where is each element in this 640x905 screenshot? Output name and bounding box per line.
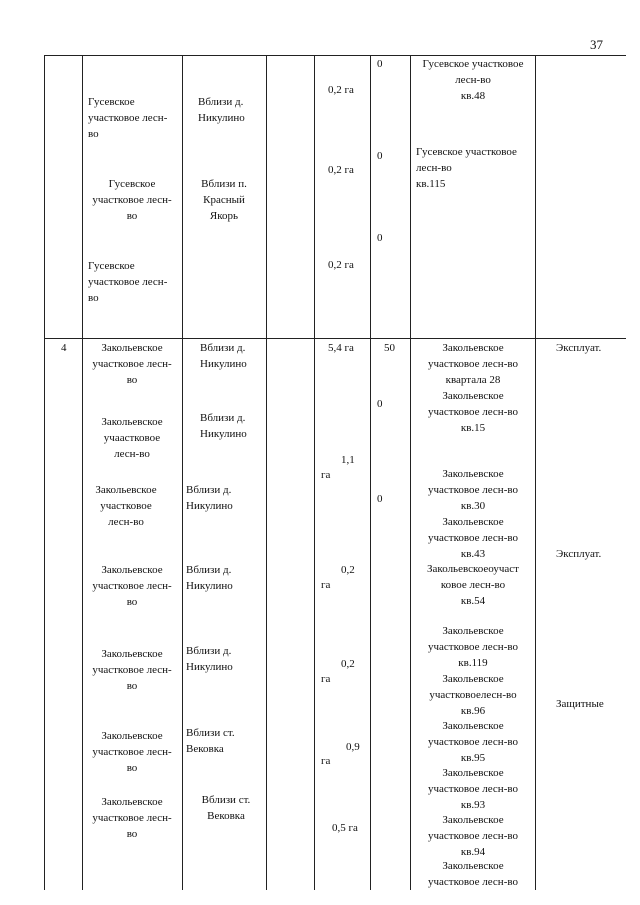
quarter-cell: Закольевскоеоучаст ковое лесн-во кв.54: [427, 563, 519, 607]
location: Вблизи д. Никулино: [198, 96, 245, 124]
quarter-cell: Закольевское участковое лесн-во кв.94: [428, 814, 518, 858]
section-divider: [44, 338, 626, 339]
column-line: [314, 56, 315, 890]
area-unit: га: [321, 755, 331, 767]
column-line: [82, 56, 83, 890]
count-value: 0: [377, 493, 383, 505]
note-cell: Эксплуат.: [556, 548, 602, 560]
district-name: Закольевское учаастковое лесн-во: [101, 416, 163, 460]
note-cell: Эксплуат.: [556, 342, 602, 354]
quarter-cell: Закольевское участковое лесн-во: [428, 860, 518, 888]
district-name: Закольевское участковое лесн- во: [92, 342, 172, 386]
quarter-cell: Закольевское участковое лесн-во кв.95: [428, 720, 518, 764]
area-unit: га: [321, 469, 331, 481]
location: Вблизи д. Никулино: [186, 564, 233, 592]
area: 0,2 га: [328, 84, 354, 96]
location: Вблизи д. Никулино: [200, 342, 247, 370]
quarter-cell: Закольевское участковое лесн-во кв.93: [428, 767, 518, 811]
quarter-cell: Закольевское участковое лесн-во кв.119: [428, 625, 518, 669]
location: Вблизи ст. Вековка: [201, 794, 251, 822]
district-name: Гусевское участковое лесн- во: [88, 96, 168, 140]
area-value: 0,9: [346, 741, 360, 753]
count-value: 0: [377, 58, 383, 70]
area: 5,4 га: [328, 342, 354, 354]
quarter-cell: Закольевское участковое лесн-во квартала 28: [428, 342, 518, 386]
count-value: 0: [377, 232, 383, 244]
area-unit: га: [321, 673, 331, 685]
column-line: [266, 56, 267, 890]
quarter-cell: Гусевское участковое лесн-во кв.48: [422, 58, 524, 102]
count-value: 50: [384, 342, 395, 354]
column-line: [182, 56, 183, 890]
row-number: 4: [61, 342, 67, 354]
location: Вблизи д. Никулино: [186, 484, 233, 512]
count-value: 0: [377, 150, 383, 162]
location: Вблизи д. Никулино: [186, 645, 233, 673]
district-name: Гусевское участковое лесн- во: [88, 260, 168, 304]
district-name: Закольевское участковое лесн- во: [92, 564, 172, 608]
location: Вблизи п. Красный Якорь: [201, 178, 247, 222]
district-name: Закольевское участковое лесн- во: [92, 796, 172, 840]
column-line: [44, 56, 45, 890]
count-value: 0: [377, 398, 383, 410]
quarter-cell: Закольевское участковое лесн-во кв.30: [428, 468, 518, 512]
district-name: Закольевское участковое лесн- во: [92, 648, 172, 692]
area-value: 0,2: [341, 564, 355, 576]
column-line: [370, 56, 371, 890]
area: 0,2 га: [328, 164, 354, 176]
area-value: 0,2: [341, 658, 355, 670]
location: Вблизи ст. Вековка: [186, 727, 235, 755]
area-unit: га: [321, 579, 331, 591]
area: 0,5 га: [332, 822, 358, 834]
quarter-cell: Гусевское участковое лесн-во кв.115: [416, 146, 517, 190]
district-name: Закольевское участковое лесн-во: [95, 484, 157, 528]
column-line: [535, 56, 536, 890]
quarter-cell: Закольевское участковое лесн-во кв.15: [428, 390, 518, 434]
area-value: 1,1: [341, 454, 355, 466]
area: 0,2 га: [328, 259, 354, 271]
district-name: Гусевское участковое лесн- во: [92, 178, 172, 222]
quarter-cell: Закольевское участковоелесн-во кв.96: [429, 673, 517, 717]
forestry-table: [44, 55, 626, 890]
district-name: Закольевское участковое лесн- во: [92, 730, 172, 774]
page-number: 37: [590, 37, 603, 52]
quarter-cell: Закольевское участковое лесн-во кв.43: [428, 516, 518, 560]
note-cell: Защитные: [556, 698, 604, 710]
location: Вблизи д. Никулино: [200, 412, 247, 440]
